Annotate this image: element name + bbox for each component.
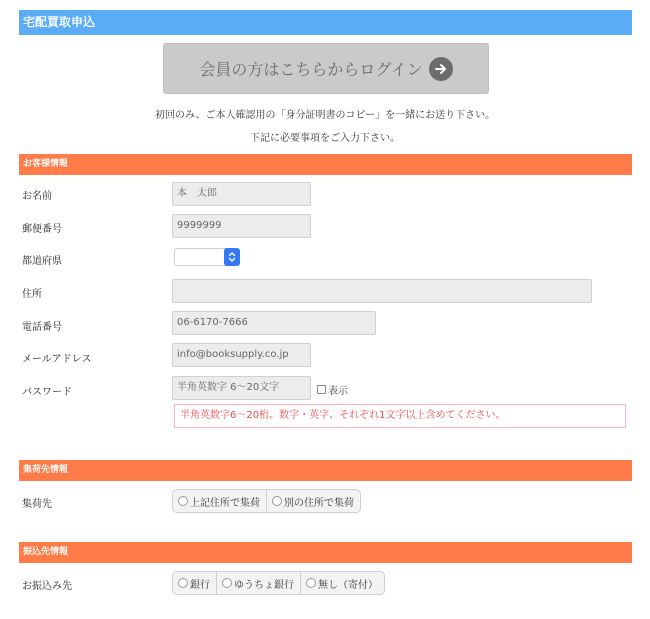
show-password-toggle[interactable] [317, 382, 348, 397]
pickup-option-same-address[interactable] [173, 490, 267, 512]
pickup-radio-group [172, 489, 361, 513]
radio-icon[interactable] [178, 578, 188, 588]
prefecture-label: 都道府県 [22, 256, 62, 267]
password-label: パスワード [22, 387, 72, 398]
pickup-option-label: 別の住所で集荷 [284, 497, 354, 509]
email-field[interactable]: info@booksupply.co.jp [172, 343, 311, 367]
radio-icon[interactable] [178, 496, 188, 506]
input-instruction-note: 下記に必要事項をご入力下さい。 [250, 133, 400, 144]
up-down-chevron-icon [224, 248, 240, 266]
prefecture-select[interactable] [174, 248, 240, 266]
pickup-label: 集荷先 [22, 499, 52, 510]
name-field[interactable]: 本 太郎 [172, 182, 311, 206]
address-label: 住所 [22, 289, 42, 300]
pickup-option-other-address[interactable] [267, 490, 360, 512]
transfer-option-label: ゆうちょ銀行 [234, 579, 294, 591]
customer-info-header: お客様情報 [19, 154, 632, 175]
page-title: 宅配買取申込 [19, 10, 632, 35]
pickup-info-header: 集荷先情報 [19, 460, 632, 481]
transfer-label: お振込み先 [22, 581, 72, 592]
transfer-option-label: 銀行 [190, 579, 210, 591]
name-label: お名前 [22, 191, 52, 202]
password-field[interactable]: 半角英数字 6〜20文字 [172, 376, 311, 400]
zip-label: 郵便番号 [22, 224, 62, 235]
transfer-radio-group [172, 571, 385, 595]
email-label: メールアドレス [22, 354, 92, 365]
zip-field[interactable]: 9999999 [172, 214, 311, 238]
radio-icon[interactable] [272, 496, 282, 506]
transfer-option-label: 無し（寄付） [318, 579, 378, 591]
pickup-option-label: 上記住所で集荷 [190, 497, 260, 509]
show-password-label: 表示 [328, 386, 348, 397]
member-login-button[interactable] [163, 43, 489, 94]
transfer-info-header: 振込先情報 [19, 542, 632, 563]
show-password-checkbox[interactable] [317, 385, 326, 394]
phone-label: 電話番号 [22, 322, 62, 333]
radio-icon[interactable] [306, 578, 316, 588]
password-error-message: 半角英数字6〜20桁。数字・英字、それぞれ1文字以上含めてください。 [174, 404, 626, 428]
radio-icon[interactable] [222, 578, 232, 588]
address-field[interactable] [172, 279, 592, 303]
member-login-label: 会員の方はこちらからログイン [199, 60, 423, 79]
id-copy-note: 初回のみ、ご本人確認用の「身分証明書のコピー」を一緒にお送り下さい。 [154, 110, 496, 121]
transfer-option-yucho[interactable] [217, 572, 301, 594]
transfer-option-donation[interactable] [301, 572, 384, 594]
transfer-option-bank[interactable] [173, 572, 217, 594]
phone-field[interactable]: 06-6170-7666 [172, 311, 376, 335]
arrow-right-circle-icon [429, 57, 453, 81]
